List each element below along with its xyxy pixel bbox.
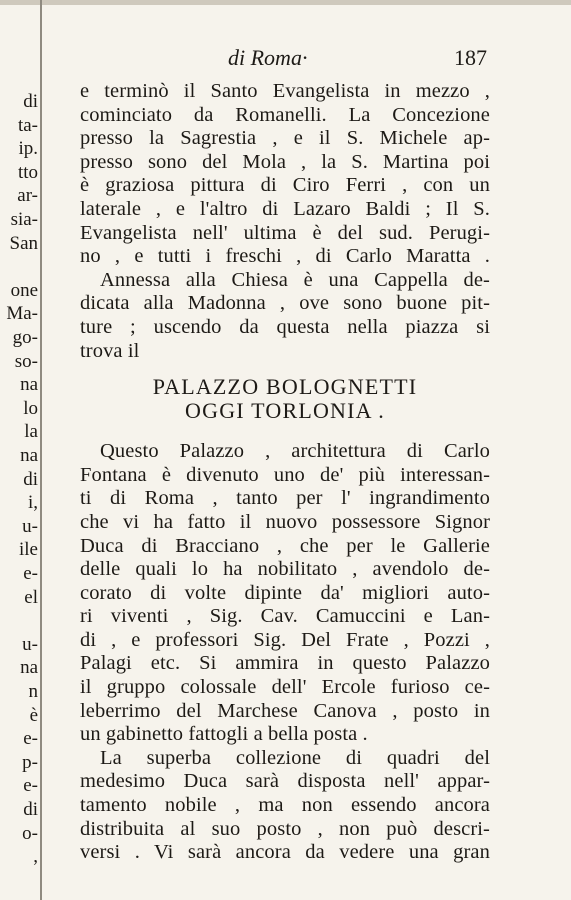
text-line: dicata alla Madonna , ove sono buone pit- [80,292,490,315]
section-heading-line-1: PALAZZO BOLOGNETTI [152,374,418,400]
text-line: un gabinetto fattogli a bella posta . [80,723,368,746]
text-line: corato di volte dipinte da' migliori auto- [80,581,490,604]
top-edge-rule [0,0,571,5]
margin-fragment: ta- [17,114,38,136]
margin-fragment: San [9,232,38,254]
text-line: che vi ha fatto il nuovo possessore Signor [80,510,490,533]
text-line: presso la Sagrestia , e il S. Michele ap- [80,127,490,150]
margin-fragment: la [24,421,38,443]
margin-fragment: di [23,799,38,820]
text-line: versi . Vi sarà ancora da vedere una gran [80,841,490,864]
text-line: Evangelista nell' ultima è del sud. Perugi- [80,221,490,244]
text-line: La superba collezione di quadri del [100,746,490,769]
text-line: Questo Palazzo , architettura di Carlo [100,440,490,463]
text-line: Fontana è divenuto uno de' più interessan- [80,463,490,486]
paragraph-4 [80,747,490,865]
margin-fragment: Ma- [6,303,38,325]
text-line: di , e professori Sig. Del Frate , Pozzi , [80,628,490,651]
margin-fragment: i, [27,492,38,514]
paragraph-2 [80,269,490,363]
margin-fragment: ar- [17,185,38,207]
margin-fragment: , [33,846,38,868]
text-line: Annessa alla Chiesa è una Cappella de- [100,268,490,291]
margin-fragment: tto [17,161,38,183]
body-text [80,80,490,865]
margin-fragment: e- [23,563,38,584]
running-title: di Roma· [228,45,308,70]
margin-fragment: so- [14,350,38,372]
margin-fragment: ip. [18,138,38,160]
text-line: cominciato da Romanelli. La Concezione [80,103,490,126]
margin-fragment: e- [23,775,38,797]
margin-fragment: di [23,91,38,112]
text-line: e terminò il Santo Evangelista in mezzo , [80,80,490,102]
margin-fragment: lo [23,397,38,419]
page-number: 187 [454,45,487,70]
gutter-divider [40,0,42,900]
text-line: ri viventi , Sig. Cav. Camuccini e Lan- [80,605,490,628]
margin-fragment: u- [22,633,38,655]
text-line: delle quali lo ha nobilitato , avendolo de- [80,558,490,581]
text-line: è graziosa pittura di Ciro Ferri , con un [80,174,490,197]
text-line: laterale , e l'altro di Lazaro Baldi ; Il S. [80,197,490,220]
text-line: no , e tutti i freschi , di Carlo Maratta . [80,245,490,268]
margin-fragment: o- [22,822,38,844]
margin-fragment: sia- [10,209,38,230]
margin-fragment: u- [22,515,38,537]
section-heading-line-2: OGGI TORLONIA . [185,398,385,424]
text-line: distribuita al suo posto , non può descri- [80,817,490,840]
text-line: ture ; uscendo da questa nella piazza si [80,315,490,338]
paragraph-3 [80,440,490,747]
margin-fragment: di [23,468,38,490]
margin-fragment: na [20,374,38,396]
margin-fragment: go- [12,327,38,348]
margin-fragment: ile [19,539,38,561]
text-line: Duca di Bracciano , che per le Gallerie [80,534,490,557]
text-line: tamento nobile , ma non essendo ancora [80,794,490,817]
margin-fragment: è [29,704,38,726]
text-line: il gruppo colossale dell' Ercole furioso ce- [80,676,490,699]
margin-fragment: one [10,279,38,301]
text-line: medesimo Duca sarà disposta nell' appar- [80,770,490,793]
margin-fragment: na [20,657,38,679]
text-line: presso sono del Mola , la S. Martina poi [80,150,490,173]
margin-fragment: e- [23,728,38,750]
paragraph-1 [80,80,490,269]
margin-fragment: p- [22,751,38,773]
margin-fragment: n [28,681,38,702]
text-line: Palagi etc. Si ammira in questo Palazzo [80,652,490,675]
text-line: leberrimo del Marchese Canova , posto in [80,699,490,722]
text-line: ti di Roma , tanto per l' ingrandimento [80,487,490,510]
text-line: trova il [80,339,140,362]
margin-fragment: el [24,586,38,608]
margin-fragment: na [20,445,38,466]
